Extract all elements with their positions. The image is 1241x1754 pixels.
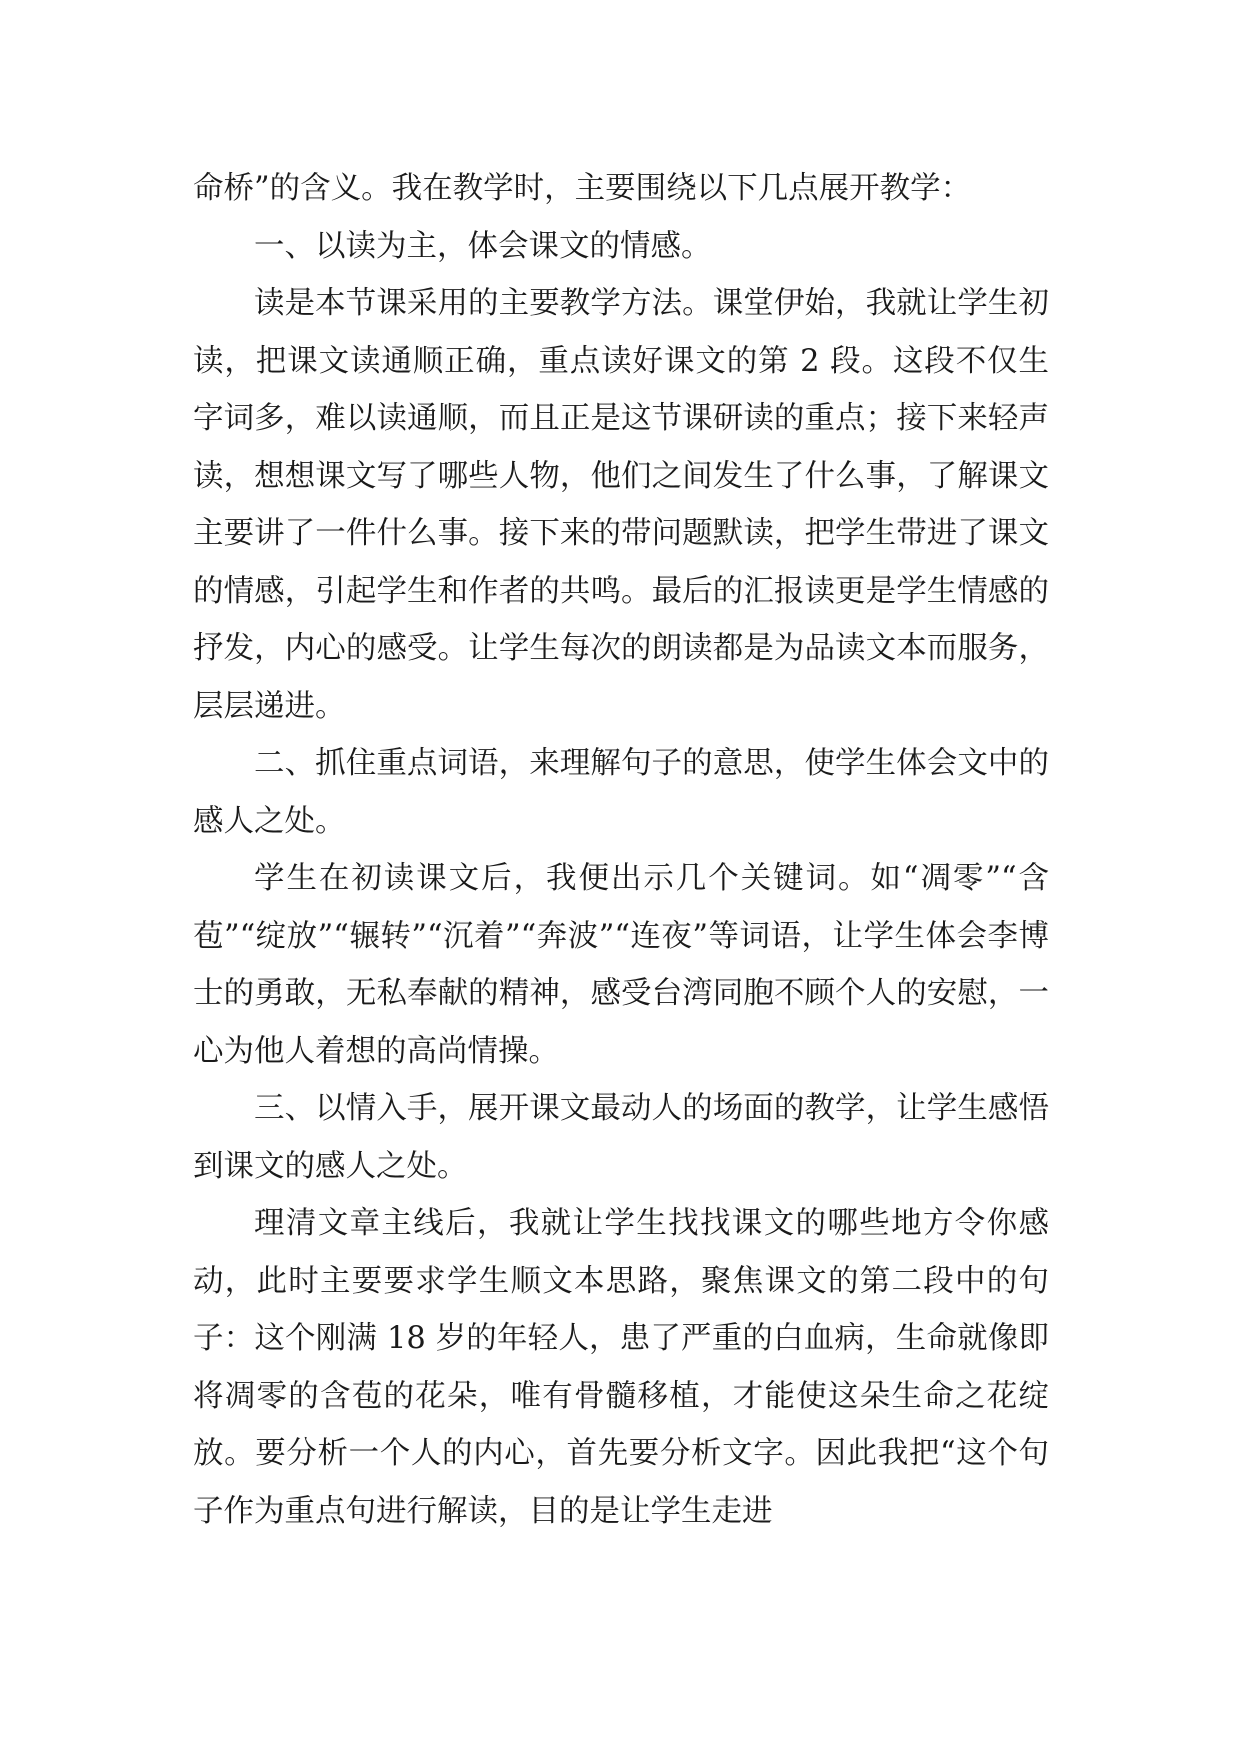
section-heading-3: 三、以情入手，展开课文最动人的场面的教学，让学生感悟到课文的感人之处。: [193, 1091, 1049, 1184]
paragraph: 学生在初读课文后，我便出示几个关键词。如“凋零”“含苞”“绽放”“辗转”“沉着”“奔波”“连夜”等词语，让学生体会李博士的勇敢，无私奉献的精神，感受台湾同胞不顾个人的安慰，一心为他人着想的高尚情操。: [193, 861, 1049, 1069]
paragraph: 读是本节课采用的主要教学方法。课堂伊始，我就让学生初读，把课文读通顺正确，重点读好课文的第 2 段。这段不仅生字词多，难以读通顺，而且正是这节课研读的重点；接下来轻声读，想想课文写了哪些人物，他们之间发生了什么事，了解课文主要讲了一件什么事。接下来的带问题默读，把学生带进了课文的情感，引起学生和作者的共鸣。最后的汇报读更是学生情感的抒发，内心的感受。让学生每次的朗读都是为品读文本而服务，层层递进。: [193, 286, 1049, 724]
paragraph: 理清文章主线后，我就让学生找找课文的哪些地方令你感动，此时主要要求学生顺文本思路，聚焦课文的第二段中的句子：这个刚满 18 岁的年轻人，患了严重的白血病，生命就像即将凋零的含苞的花朵，唯有骨髓移植，才能使这朵生命之花绽放。要分析一个人的内心，首先要分析文字。因此我把“这个句子作为重点句进行解读，目的是让学生走进: [193, 1206, 1049, 1529]
section-heading-1: 一、以读为主，体会课文的情感。: [254, 228, 712, 264]
section-heading-2: 二、抓住重点词语，来理解句子的意思，使学生体会文中的感人之处。: [193, 746, 1049, 839]
paragraph-continuation: 命桥”的含义。我在教学时，主要围绕以下几点展开教学：: [193, 171, 972, 206]
document-body: [193, 160, 1049, 1540]
